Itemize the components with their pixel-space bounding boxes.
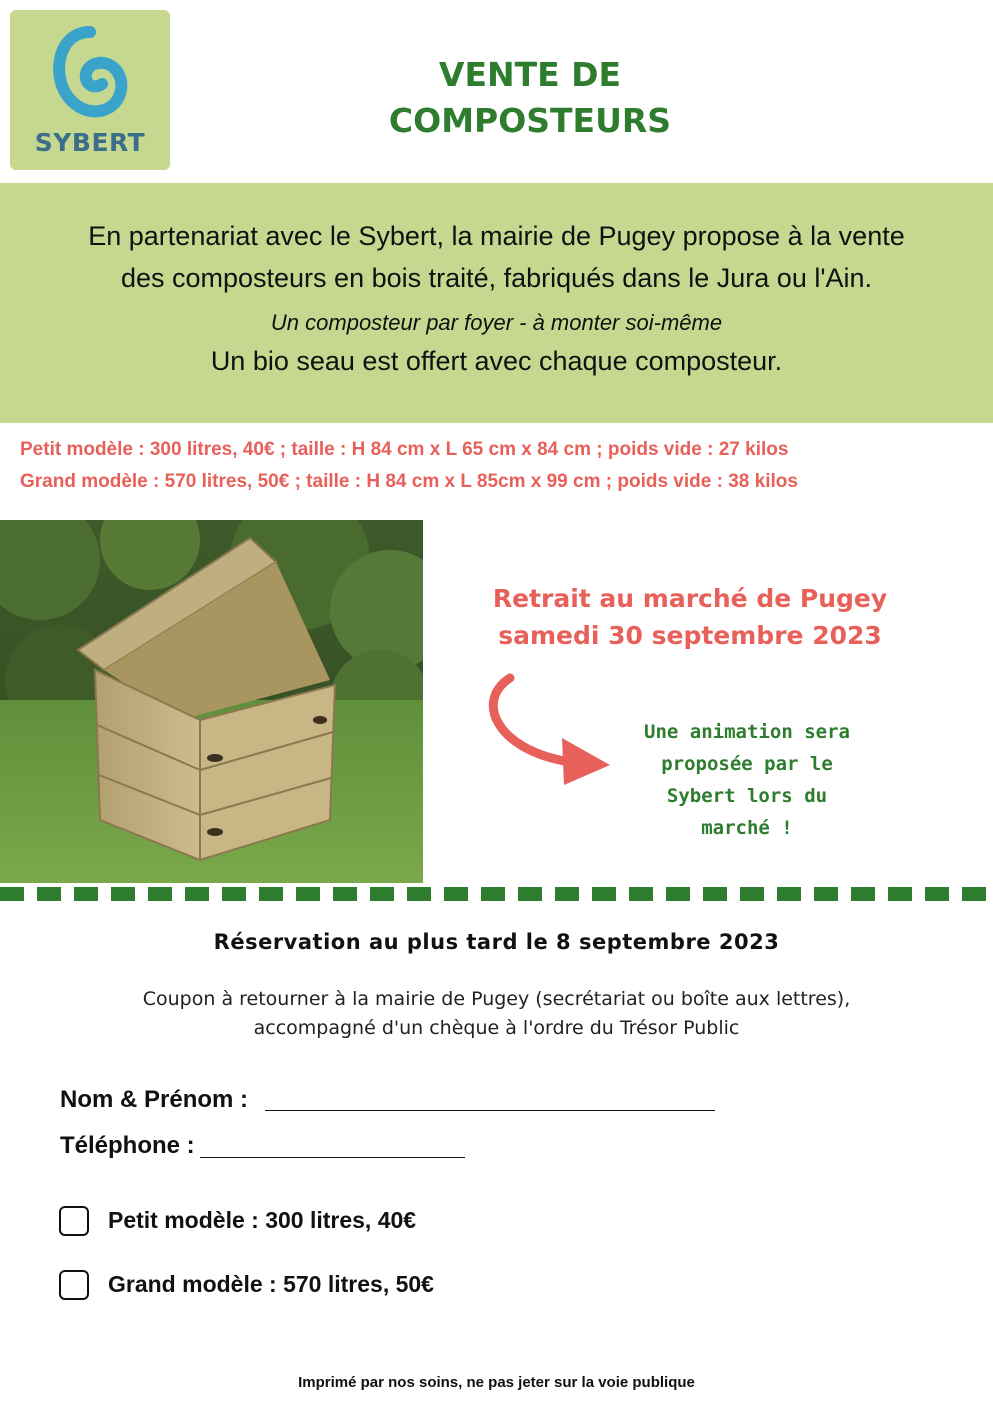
dash-segment bbox=[185, 887, 209, 901]
coupon-line-2: accompagné d'un chèque à l'ordre du Trésor Public bbox=[253, 1017, 740, 1039]
dash-segment bbox=[518, 887, 542, 901]
small-model-option: Petit modèle : 300 litres, 40€ bbox=[108, 1207, 417, 1233]
dash-segment bbox=[777, 887, 801, 901]
sybert-logo bbox=[10, 10, 170, 170]
dash-segment bbox=[333, 887, 357, 901]
dash-segment bbox=[74, 887, 98, 901]
dash-segment bbox=[740, 887, 764, 901]
composter-photo bbox=[0, 520, 423, 883]
phone-field[interactable] bbox=[200, 1157, 465, 1158]
intro-line-3: Un composteur par foyer - à monter soi-même bbox=[270, 310, 723, 335]
pickup-info bbox=[460, 580, 920, 654]
dash-segment bbox=[666, 887, 690, 901]
footer-note: Imprimé par nos soins, ne pas jeter sur la voie publique bbox=[298, 1374, 695, 1391]
reservation-deadline: Réservation au plus tard le 8 septembre 2023 bbox=[213, 930, 780, 954]
dash-segment bbox=[37, 887, 61, 901]
dash-segment bbox=[370, 887, 394, 901]
title-line-2: COMPOSTEURS bbox=[388, 101, 672, 140]
intro-line-2: des composteurs en bois traité, fabriqués dans le Jura ou l'Ain. bbox=[120, 263, 873, 293]
dash-segment bbox=[888, 887, 912, 901]
dash-segment bbox=[407, 887, 431, 901]
dash-segment bbox=[222, 887, 246, 901]
dash-segment bbox=[444, 887, 468, 901]
spec-small: Petit modèle : 300 litres, 40€ ; taille : H 84 cm x L 65 cm x 84 cm ; poids vide : 27 kilos bbox=[20, 439, 789, 460]
animation-line-3: Sybert lors du bbox=[666, 785, 828, 807]
page-title bbox=[300, 52, 760, 144]
intro-band bbox=[0, 183, 993, 423]
coupon-line-1: Coupon à retourner à la mairie de Pugey (secrétariat ou boîte aux lettres), bbox=[142, 988, 851, 1010]
spiral-icon bbox=[52, 26, 128, 122]
dash-segment bbox=[481, 887, 505, 901]
dash-segment bbox=[0, 887, 24, 901]
dash-segment bbox=[962, 887, 986, 901]
dash-segment bbox=[814, 887, 838, 901]
animation-line-4: marché ! bbox=[701, 817, 793, 839]
dash-segment bbox=[925, 887, 949, 901]
dash-segment bbox=[111, 887, 135, 901]
dash-segment bbox=[592, 887, 616, 901]
dash-segment bbox=[296, 887, 320, 901]
spec-large: Grand modèle : 570 litres, 50€ ; taille : H 84 cm x L 85cm x 99 cm ; poids vide : 38 kilos bbox=[20, 471, 798, 492]
phone-label: Téléphone : bbox=[60, 1132, 195, 1159]
dash-segment bbox=[555, 887, 579, 901]
dash-segment bbox=[629, 887, 653, 901]
dashed-separator bbox=[0, 886, 993, 902]
animation-info bbox=[612, 716, 882, 844]
large-model-option: Grand modèle : 570 litres, 50€ bbox=[108, 1271, 434, 1297]
dash-segment bbox=[851, 887, 875, 901]
dash-segment bbox=[259, 887, 283, 901]
intro-line-1: En partenariat avec le Sybert, la mairie de Pugey propose à la vente bbox=[88, 221, 905, 251]
coupon-instructions bbox=[0, 985, 993, 1043]
animation-line-2: proposée par le bbox=[661, 753, 833, 775]
name-field[interactable] bbox=[265, 1110, 715, 1111]
large-model-checkbox[interactable] bbox=[59, 1270, 89, 1300]
pickup-line-1: Retrait au marché de Pugey bbox=[492, 584, 888, 613]
intro-line-4: Un bio seau est offert avec chaque composteur. bbox=[210, 346, 783, 376]
small-model-checkbox[interactable] bbox=[59, 1206, 89, 1236]
dash-segment bbox=[703, 887, 727, 901]
title-line-1: VENTE DE bbox=[438, 55, 622, 94]
pickup-line-2: samedi 30 septembre 2023 bbox=[498, 621, 882, 650]
curved-arrow-icon bbox=[480, 670, 630, 790]
logo-text: SYBERT bbox=[34, 128, 146, 157]
name-label: Nom & Prénom : bbox=[60, 1086, 249, 1113]
animation-line-1: Une animation sera bbox=[644, 721, 850, 743]
dash-segment bbox=[148, 887, 172, 901]
